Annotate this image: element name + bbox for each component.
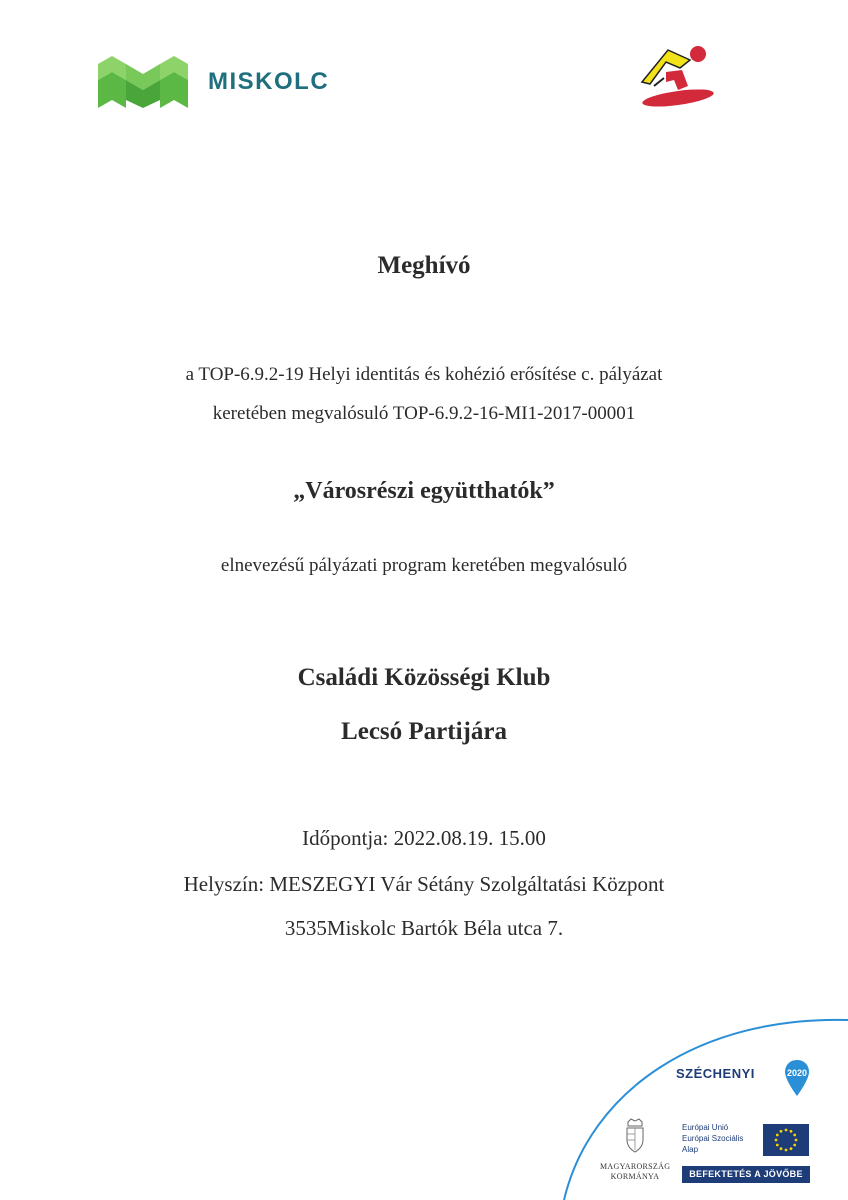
eu-line-2: Európai Szociális xyxy=(682,1134,744,1143)
program-subtitle: elnevezésű pályázati program keretében megvalósuló xyxy=(220,555,628,576)
snowboarder-icon xyxy=(636,42,716,110)
event-name: Családi Közösségi Klub xyxy=(297,664,551,691)
miskolc-wordmark: MISKOLC xyxy=(208,68,330,95)
invitation-title: Meghívó xyxy=(377,252,471,279)
event-time: Időpontja: 2022.08.19. 15.00 xyxy=(302,826,546,850)
eu-flag-icon xyxy=(763,1124,809,1156)
miskolc-logo xyxy=(98,56,329,108)
program-name: „Városrészi együtthatók” xyxy=(293,478,555,504)
szechenyi-year: 2020 xyxy=(786,1068,808,1078)
event-location: Helyszín: MESZEGYI Vár Sétány Szolgáltatási Központ xyxy=(183,872,665,896)
event-address: 3535Miskolc Bartók Béla utca 7. xyxy=(284,916,564,940)
eu-line-3: Alap xyxy=(682,1145,699,1154)
eu-line-1: Európai Unió xyxy=(682,1123,729,1132)
government-line-2: KORMÁNYA xyxy=(610,1172,660,1181)
miskolc-logo-mark-icon xyxy=(98,56,188,108)
funding-block xyxy=(560,1010,848,1200)
invest-banner: BEFEKTETÉS A JÖVŐBE xyxy=(682,1166,810,1183)
government-line-1: MAGYARORSZÁG xyxy=(600,1162,671,1171)
event-subname: Lecsó Partijára xyxy=(341,718,507,745)
hungarian-crest-icon xyxy=(624,1118,646,1156)
government-label xyxy=(600,1162,670,1182)
eu-fund-label xyxy=(682,1122,743,1155)
location-pin-icon xyxy=(784,1058,810,1098)
intro-line-1: a TOP-6.9.2-19 Helyi identitás és kohézió erősítése c. pályázat xyxy=(185,364,663,385)
snowboarder-logo xyxy=(636,42,716,115)
intro-line-2: keretében megvalósuló TOP-6.9.2-16-MI1-2017-00001 xyxy=(212,403,636,424)
szechenyi-label: SZÉCHENYI xyxy=(676,1066,755,1081)
